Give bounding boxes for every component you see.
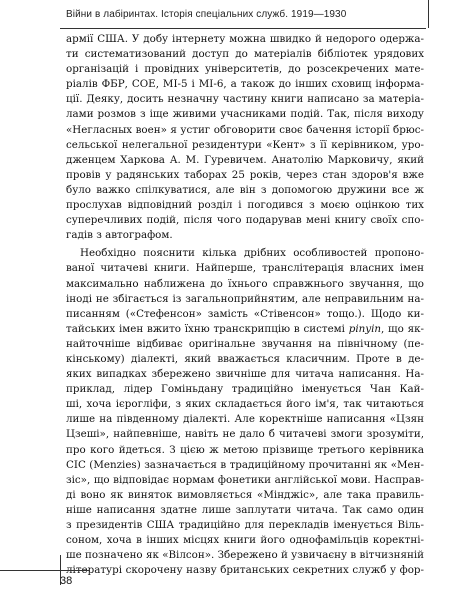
text-line: армії США. У добу інтернету можна швидко й недорого одержа- — [66, 33, 424, 45]
text-line: організацій і провідних університетів, до розсекречених мате- — [66, 63, 424, 76]
text-line: тайських імен вжито їхню транскрипцію в системі pinyin, що як- — [66, 322, 424, 335]
text-line: яких випадках збережено звичніше для читача написання. На- — [66, 368, 424, 381]
text-line: дженцем Харкова А. М. Гуревичем. Анатолію Марковичу, який — [66, 153, 424, 166]
text-line: іноді не збігається із загальноприйнятим, але неправильним на- — [66, 292, 424, 305]
header-edge-mark — [428, 0, 429, 28]
text-line: ді воно як виняток вимовляється «Мінджіс», але така правиль- — [66, 488, 424, 501]
text-line: літературі скорочену назву британських секретних служб у фор- — [66, 564, 424, 577]
text-line: соном, хоча в інших місцях книги його однофамільців коректні- — [66, 534, 424, 547]
text-line: було важко спілкуватися, але він з допомогою дружини все ж — [66, 183, 424, 196]
text-line: ваної читачеві книги. Найперше, транслітерація власних імен — [66, 262, 424, 275]
text-line: ти систематизований доступ до матеріалів бібліотек урядових — [66, 48, 424, 61]
text-line: лами розмов з іще живими учасниками подій. Так, після виходу — [66, 108, 424, 121]
paragraph-1 — [66, 32, 424, 243]
text-line: СІС (Menzies) зазначається в традиційному прочитанні як «Мен- — [66, 458, 424, 471]
text-line: ші, хоча ієрогліфи, з яких складається його ім'я, так читаються — [66, 398, 424, 411]
text-line: ції. Деяку, досить незначну частину книги написано за матеріа- — [66, 93, 424, 106]
text-line: прослухав відповідний розділ і погодився з моєю оцінкою тих — [66, 199, 424, 212]
text-line: «Негласных воен» я устиг обговорити своє бачення історії брюс- — [66, 123, 424, 136]
text-line: писанням («Стефенсон» замість «Стівенсон» тощо.). Щодо ки- — [66, 307, 424, 320]
text-line: приклад, лідер Гоміньдану традиційно іменується Чан Кай- — [66, 383, 424, 396]
page-number: 38 — [60, 575, 73, 587]
text-line: найточніше відбиває оригінальне звучання на північному (пе- — [66, 337, 424, 350]
text-line: з президентів США традиційно для перекладів іменується Віль- — [66, 519, 424, 531]
header-rule — [60, 28, 426, 29]
text-line: сельської нелегальної резидентури «Кент» з її керівником, уро- — [66, 138, 424, 151]
text-line: зіс», що відповідає нормам фонетики англійської мови. Насправ- — [66, 473, 424, 486]
text-line: про кого йдеться. З цією ж метою прізвище третього керівника — [66, 443, 424, 456]
running-header — [0, 0, 470, 30]
text-line: ше позначено як «Вілсон». Збережено й узвичаєну в вітчизняній — [66, 549, 424, 562]
text-line: Цзеші», найпевніше, навіть не дало б читачеві змоги зрозуміти, — [66, 428, 424, 441]
text-line: ніше написання здатне лише заплутати читача. Так само один — [66, 503, 424, 516]
text-line: гадів з автографом. — [66, 229, 173, 242]
footer-rule — [0, 570, 90, 571]
paragraph-2 — [66, 246, 424, 578]
text-line: кінському) діалекті, який вважається класичним. Проте в де- — [66, 352, 424, 365]
text-line: максимально наближена до їхнього справжнього звучання, що — [66, 277, 424, 290]
text-line: ріалів ФБР, СОЕ, МІ-5 і МІ-6, а також до інших сховищ інформа- — [66, 78, 424, 91]
text-line: Необхідно пояснити кілька дрібних особливостей пропоно- — [80, 247, 424, 260]
text-line: провів у радянських таборах 25 років, через стан здоров'я вже — [66, 168, 424, 181]
text-line: лише на південному діалекті. Але коректніше написання «Цзян — [66, 413, 424, 426]
text-line: суперечливих подій, після чого подарував мені книгу своїх спо- — [66, 214, 424, 227]
running-title: Війни в лабіринтах. Історія спеціальних служб. 1919—1930 — [66, 9, 347, 20]
body-text — [66, 32, 424, 578]
